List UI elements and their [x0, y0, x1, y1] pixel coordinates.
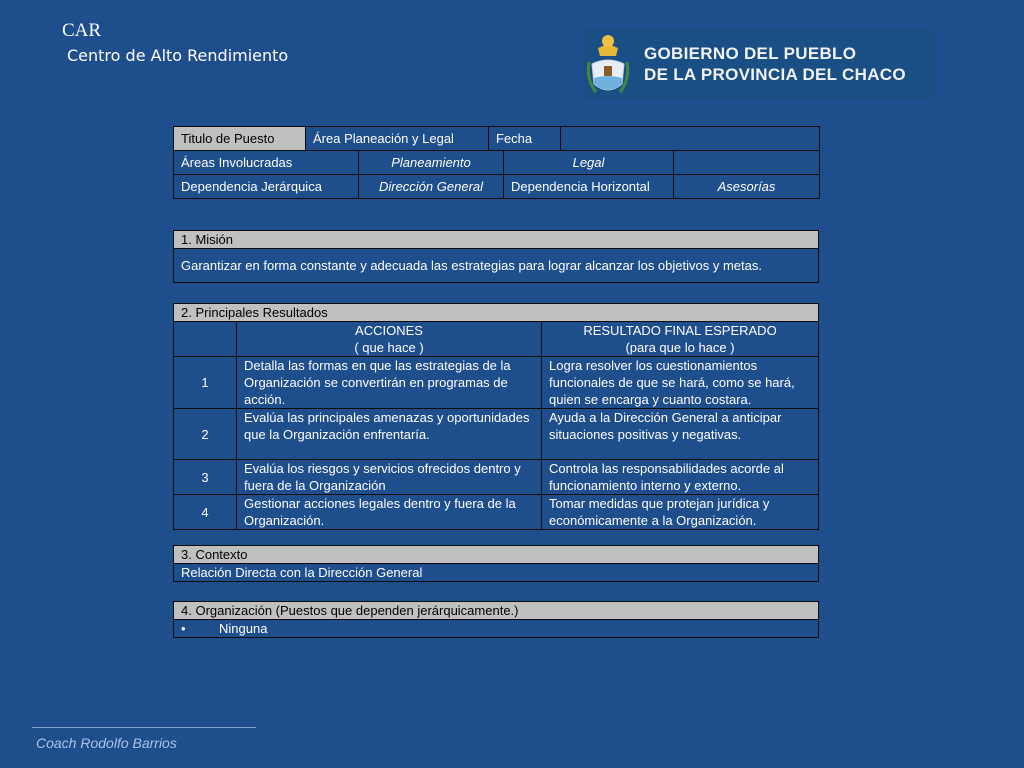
table-row	[174, 460, 819, 495]
organization-header: 4. Organización (Puestos que dependen jerárquicamente.)	[174, 602, 819, 620]
coat-of-arms-icon	[586, 30, 630, 100]
results-table	[173, 303, 819, 530]
mission-text: Garantizar en forma constante y adecuada las estrategias para lograr alcanzar los objetivos y metas.	[174, 249, 819, 283]
horizontal-dependency-label: Dependencia Horizontal	[504, 175, 674, 199]
brand-title: CAR	[62, 20, 102, 41]
row-action: Detalla las formas en que las estrategias de la Organización se convertirán en programas de acción.	[237, 357, 542, 409]
results-header: 2. Principales Resultados	[174, 304, 819, 322]
context-header: 3. Contexto	[174, 546, 819, 564]
date-label: Fecha	[489, 127, 561, 151]
context-table	[173, 545, 819, 582]
table-row	[174, 495, 819, 530]
horizontal-dependency-value: Asesorías	[674, 175, 820, 199]
row-result: Ayuda a la Dirección General a anticipar situaciones positivas y negativas.	[542, 409, 819, 460]
job-title-value: Área Planeación y Legal	[306, 127, 489, 151]
table-row	[174, 409, 819, 460]
mission-table	[173, 230, 819, 283]
row-result: Logra resolver los cuestionamientos funcionales de que se hará, como se hará, quien se encarga y cuanto costara.	[542, 357, 819, 409]
row-action: Gestionar acciones legales dentro y fuera de la Organización.	[237, 495, 542, 530]
row-number: 4	[174, 495, 237, 530]
brand-subtitle: Centro de Alto Rendimiento	[67, 46, 289, 65]
row-result: Tomar medidas que protejan jurídica y económicamente a la Organización.	[542, 495, 819, 530]
row-number: 3	[174, 460, 237, 495]
area-planeamiento: Planeamiento	[359, 151, 504, 175]
row-number: 2	[174, 409, 237, 460]
footer-divider	[32, 727, 256, 728]
job-info-table	[173, 126, 820, 199]
organization-item	[174, 620, 819, 638]
result-column-header	[542, 322, 819, 357]
job-title-label: Titulo de Puesto	[174, 127, 306, 151]
results-num-header	[174, 322, 237, 357]
row-result: Controla las responsabilidades acorde al funcionamiento interno y externo.	[542, 460, 819, 495]
context-text: Relación Directa con la Dirección General	[174, 564, 819, 582]
organization-item-text: Ninguna	[219, 621, 268, 636]
area-empty	[674, 151, 820, 175]
row-number: 1	[174, 357, 237, 409]
area-legal: Legal	[504, 151, 674, 175]
row-action: Evalúa los riesgos y servicios ofrecidos dentro y fuera de la Organización	[237, 460, 542, 495]
result-title: RESULTADO FINAL ESPERADO	[583, 323, 777, 338]
logo-text-line2: DE LA PROVINCIA DEL CHACO	[644, 65, 906, 84]
logo-text-line1: GOBIERNO DEL PUEBLO	[644, 44, 857, 63]
footer-author: Coach Rodolfo Barrios	[36, 735, 177, 751]
hierarchical-dependency-label: Dependencia Jerárquica	[174, 175, 359, 199]
actions-title: ACCIONES	[355, 323, 423, 338]
government-logo	[584, 29, 934, 101]
table-row	[174, 357, 819, 409]
hierarchical-dependency-value: Dirección General	[359, 175, 504, 199]
areas-label: Áreas Involucradas	[174, 151, 359, 175]
row-action: Evalúa las principales amenazas y oportunidades que la Organización enfrentaría.	[237, 409, 542, 460]
date-value	[561, 127, 820, 151]
organization-table	[173, 601, 819, 638]
mission-header: 1. Misión	[174, 231, 819, 249]
bullet: •	[181, 621, 186, 636]
result-subtitle: (para que lo hace )	[625, 340, 735, 355]
actions-subtitle: ( que hace )	[354, 340, 424, 355]
actions-column-header	[237, 322, 542, 357]
